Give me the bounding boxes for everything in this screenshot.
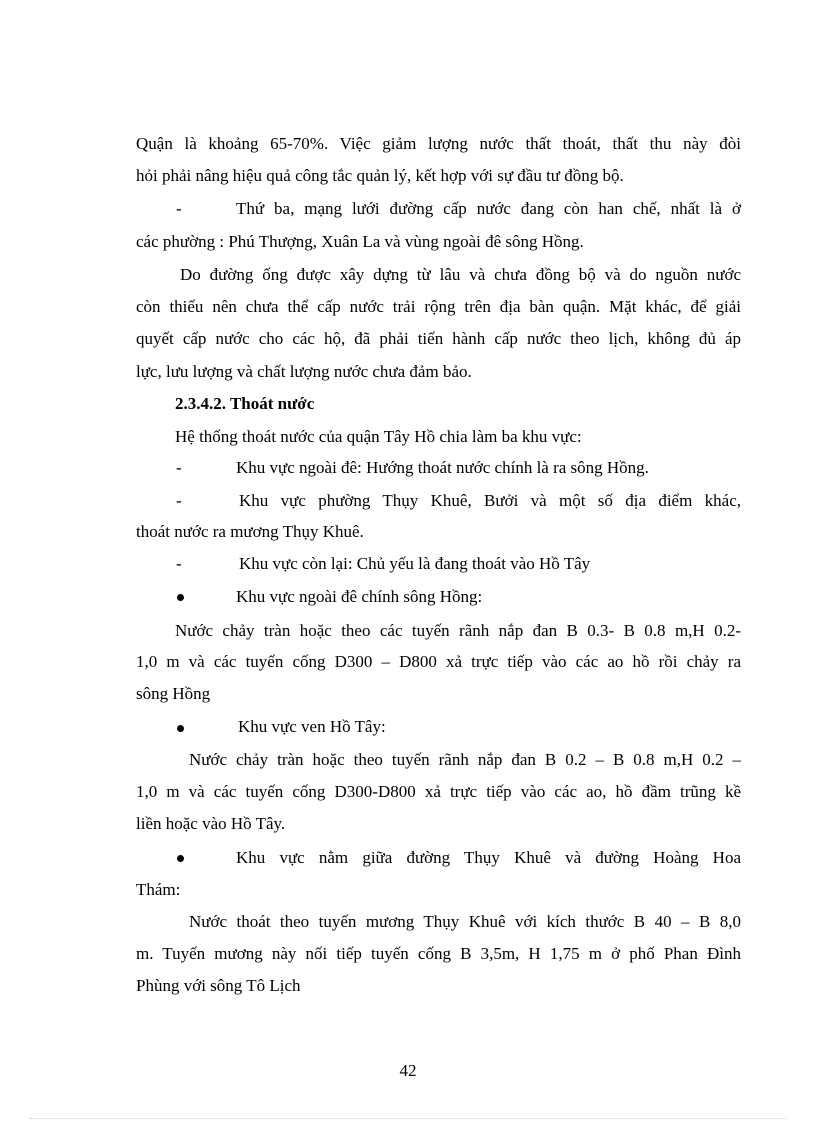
- page-bottom-divider: [30, 1118, 786, 1119]
- paragraph-line: Phùng với sông Tô Lịch: [136, 976, 301, 995]
- paragraph-line: Hệ thống thoát nước của quận Tây Hồ chia làm ba khu vực:: [175, 427, 582, 446]
- paragraph-line: hỏi phải nâng hiệu quả công tắc quản lý, kết hợp với sự đầu tư đồng bộ.: [136, 166, 624, 185]
- dash-marker: -: [176, 554, 182, 573]
- list-item-text: Khu vực phường Thụy Khuê, Bưởi và một số địa điểm khác,: [239, 491, 741, 510]
- list-item-text: Khu vực nằm giữa đường Thụy Khuê và đường Hoàng Hoa: [236, 848, 741, 867]
- list-item-text: Thứ ba, mạng lưới đường cấp nước đang còn han chế, nhất là ở: [236, 199, 741, 218]
- paragraph-line: còn thiếu nên chưa thể cấp nước trải rộng trên địa bàn quận. Mặt khác, để giải: [136, 297, 741, 316]
- bullet-icon: [177, 855, 184, 862]
- list-item-text: Khu vực còn lại: Chủ yếu là đang thoát vào Hồ Tây: [239, 554, 591, 573]
- paragraph-line: lực, lưu lượng và chất lượng nước chưa đảm bảo.: [136, 362, 472, 381]
- paragraph-line: Quận là khoảng 65-70%. Việc giảm lượng nước thất thoát, thất thu này đòi: [136, 134, 741, 153]
- list-item-text: Khu vực ngoài đê chính sông Hồng:: [236, 587, 483, 606]
- paragraph-line: Nước chảy tràn hoặc theo các tuyến rãnh nắp đan B 0.3- B 0.8 m,H 0.2-: [175, 621, 741, 640]
- paragraph-line: các phường : Phú Thượng, Xuân La và vùng ngoài đê sông Hồng.: [136, 232, 584, 251]
- paragraph-line: Nước thoát theo tuyến mương Thụy Khuê với kích thước B 40 – B 8,0: [189, 912, 741, 931]
- paragraph-line: 1,0 m và các tuyến cống D300-D800 xả trực tiếp vào các ao, hồ đầm trũng kề: [136, 782, 741, 801]
- list-item-text: Khu vực ven Hồ Tây:: [238, 717, 386, 736]
- section-heading: 2.3.4.2. Thoát nước: [175, 394, 315, 413]
- paragraph-line: 1,0 m và các tuyến cống D300 – D800 xả trực tiếp vào các ao hồ rồi chảy ra: [136, 652, 741, 671]
- page-number: 42: [399, 1061, 417, 1080]
- paragraph-line: m. Tuyến mương này nối tiếp tuyến cống B 3,5m, H 1,75 m ở phố Phan Đình: [136, 944, 741, 963]
- paragraph-line: sông Hồng: [136, 684, 211, 703]
- dash-marker: -: [176, 199, 182, 218]
- dash-marker: -: [176, 491, 182, 510]
- paragraph-line: Do đường ống được xây dựng từ lâu và chưa đồng bộ và do nguồn nước: [180, 265, 741, 284]
- paragraph-line: Nước chảy tràn hoặc theo tuyến rãnh nắp đan B 0.2 – B 0.8 m,H 0.2 –: [189, 750, 741, 769]
- bullet-icon: [177, 594, 184, 601]
- dash-marker: -: [176, 458, 182, 477]
- paragraph-line: quyết cấp nước cho các hộ, đã phải tiến hành cấp nước theo lịch, không đủ áp: [136, 329, 741, 348]
- paragraph-line: thoát nước ra mương Thụy Khuê.: [136, 522, 364, 541]
- list-item-text: Khu vực ngoài đê: Hướng thoát nước chính là ra sông Hồng.: [236, 458, 649, 477]
- bullet-icon: [177, 725, 184, 732]
- paragraph-line: Thám:: [136, 880, 181, 899]
- paragraph-line: liền hoặc vào Hồ Tây.: [136, 814, 286, 833]
